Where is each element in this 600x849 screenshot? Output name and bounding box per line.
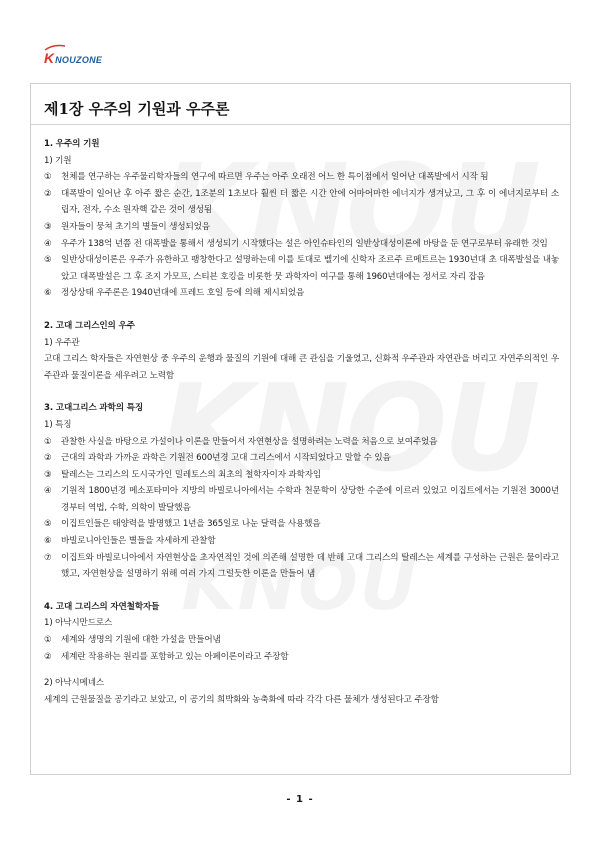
page-number: - 1 - (286, 794, 314, 805)
list-item (44, 550, 559, 583)
item-text: 바빌로니아인들은 별들을 자세하게 관찰함 (61, 536, 216, 547)
list-item (44, 285, 559, 302)
item-number: ① (44, 635, 52, 646)
item-number: ① (44, 436, 52, 447)
section-heading: 4. 고대 그리스의 자연철학자들 (44, 601, 160, 612)
item-number: ④ (44, 238, 52, 249)
paragraph: 고대 그리스 학자들은 자연현상 중 우주의 운행과 물질의 기원에 대해 큰 관심을 기울였고, 신화적 우주관과 자연관을 버리고 자연주의적인 우주관과 물질이론을 세우려고 노력함 (44, 354, 559, 381)
item-text: 천체를 연구하는 우주물리학자들의 연구에 따르면 우주는 아주 오래전 어느 한 특이점에서 일어난 대폭발에서 시작 됨 (61, 172, 489, 183)
item-number: ④ (44, 486, 52, 497)
list-item (44, 483, 559, 516)
logo-text: NOUZONE (55, 55, 103, 65)
item-text: 일반상대성이론은 우주가 유한하고 팽창한다고 설명하는데 이를 토대로 벨기에 신학자 조르주 르메트르는 1930년대 초 대폭발설을 내놓았고 대폭발설은 그 후 조지 가모프, 스티븐 호킹을 비롯한 뭇 과학자이 여구를 통해 1960년대에는 정서로 자리 잡음 (61, 255, 559, 282)
list-item (44, 649, 559, 666)
list-item (44, 632, 559, 649)
item-text: 세계와 생명의 기원에 대한 가설을 만들어냄 (61, 635, 221, 646)
item-text: 우주가 138억 년쯤 전 대폭발을 통해서 생성되기 시작했다는 설은 아인슈타인의 일반상대성이론에 바탕을 둔 연구로부터 유래한 것임 (61, 238, 548, 249)
section-heading: 2. 고대 그리스인의 우주 (44, 320, 135, 331)
list-item (44, 467, 559, 484)
paragraph: 세계의 근원물질을 공기라고 보았고, 이 공기의 희박화와 농축화에 따라 각각 다른 물체가 생성된다고 주장함 (44, 694, 439, 705)
chapter-title: 제1장 우주의 기원과 우주론 (44, 100, 230, 118)
list-item (44, 169, 559, 186)
list-item (44, 434, 559, 451)
item-text: 근대의 과학과 가까운 과학은 기원전 600년경 고대 그리스에서 시작되었다고 말할 수 있음 (61, 453, 391, 464)
item-text: 이집트와 바빌로니아에서 자연현상을 초자연적인 것에 의존해 설명한 데 반해 고대 그리스의 탈레스는 세계를 구성하는 근원은 물이라고 했고, 자연현상을 설명하기 위해 여러 가지 그럴듯한 이론을 만들어 냄 (61, 552, 559, 580)
item-number: ⑦ (44, 552, 52, 563)
item-number: ② (44, 651, 52, 662)
document-body (44, 134, 559, 708)
title-divider (31, 124, 570, 125)
item-number: ② (44, 188, 52, 199)
item-number: ⑤ (44, 519, 52, 530)
subsection-heading: 1) 기원 (44, 155, 72, 166)
knouzone-logo (44, 50, 102, 66)
subsection-heading: 1) 특징 (44, 419, 72, 430)
item-number: ② (44, 453, 52, 464)
item-text: 탈레스는 그리스의 도시국가인 밀레토스의 최초의 철학자이자 과학자임 (61, 469, 322, 480)
list-item (44, 450, 559, 467)
logo-k: K (44, 50, 55, 66)
list-item (44, 186, 559, 219)
list-item (44, 252, 559, 285)
item-text: 정상상태 우주론은 1940년대에 프레드 호일 등에 의해 제시되었음 (61, 288, 305, 299)
list-item (44, 219, 559, 236)
subsection-heading: 1) 우주관 (44, 337, 80, 348)
logo-swoosh-icon (44, 44, 66, 51)
list-item (44, 516, 559, 533)
item-text: 이집트인들은 태양력을 발명했고 1년을 365일로 나눈 달력을 사용했음 (61, 519, 321, 530)
item-number: ① (44, 172, 52, 183)
item-text: 원자들이 뭉쳐 초기의 별들이 생성되었음 (61, 221, 210, 232)
section-heading: 3. 고대그리스 과학의 특징 (44, 403, 143, 414)
list-item (44, 533, 559, 550)
item-number: ③ (44, 221, 52, 232)
item-number: ⑤ (44, 255, 52, 266)
subsection-heading: 1) 아낙시만드로스 (44, 618, 113, 629)
item-text: 관찰한 사실을 바탕으로 가설이나 이론을 만들어서 자연현상을 설명하려는 노력을 처음으로 보여주었음 (61, 436, 438, 447)
item-text: 대폭발이 일어난 후 아주 짧은 순간, 1조분의 1초보다 훨씬 더 짧은 시간 안에 어마어마한 에너지가 생겨났고, 그 후 이 에너지로부터 소립자, 전자, 수소 원자핵 같은 것이 생성됨 (61, 188, 559, 216)
item-number: ⑥ (44, 288, 52, 299)
item-number: ③ (44, 469, 52, 480)
subsection-heading: 2) 아낙시메네스 (44, 678, 105, 689)
item-text: 세계란 작용하는 원리를 포함하고 있는 아페이론이라고 주장함 (61, 651, 289, 662)
list-item (44, 236, 559, 253)
section-heading: 1. 우주의 기원 (44, 139, 100, 149)
item-number: ⑥ (44, 536, 52, 547)
item-text: 기원적 1800년경 메소포타미아 지방의 바빌로니아에서는 수학과 천문학이 상당한 수준에 이르러 있었고 이집트에서는 기원전 3000년경부터 역법, 수학, 의학이 발달했음 (61, 486, 559, 513)
